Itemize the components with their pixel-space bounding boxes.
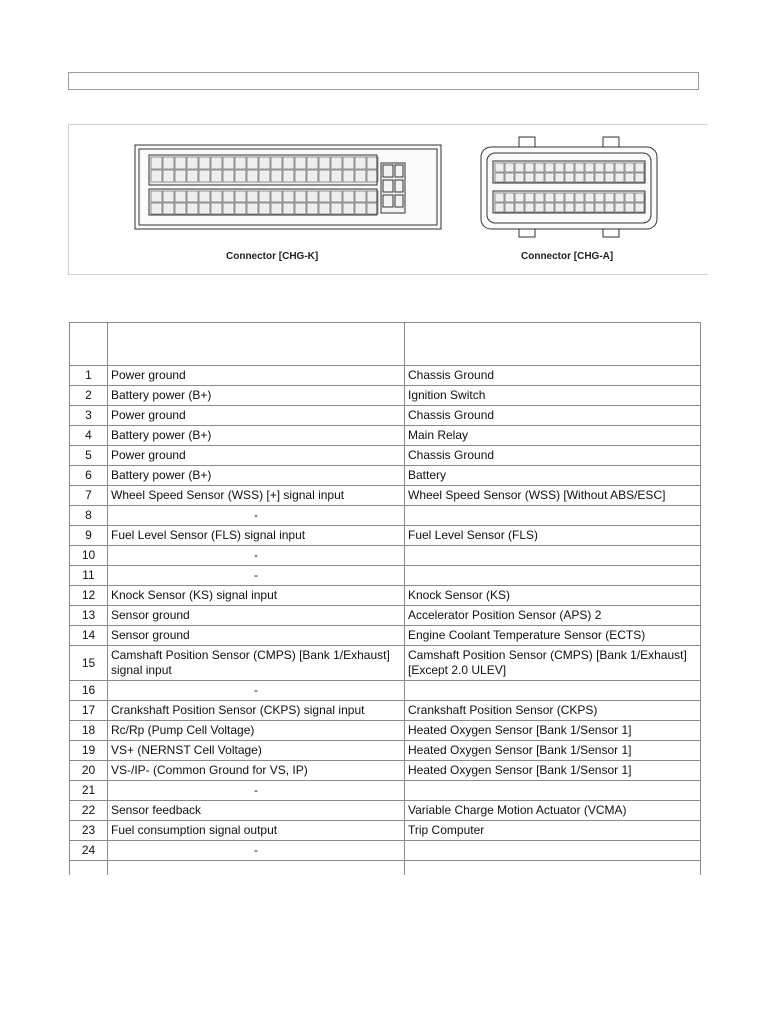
pin-description: -	[108, 566, 405, 586]
pin-description: -	[108, 681, 405, 701]
pin-number: 5	[70, 446, 108, 466]
pin-number: 20	[70, 761, 108, 781]
table-row	[70, 761, 701, 781]
pin-number: 8	[70, 506, 108, 526]
pin-number: 6	[70, 466, 108, 486]
pin-connected-to	[405, 681, 701, 701]
table-row	[70, 566, 701, 586]
pin-number: 23	[70, 821, 108, 841]
pin-number: 14	[70, 626, 108, 646]
table-row	[70, 466, 701, 486]
pin-number: 9	[70, 526, 108, 546]
pin-connected-to: Chassis Ground	[405, 406, 701, 426]
table-row	[70, 721, 701, 741]
connector-chg-a	[481, 137, 657, 237]
header-connected-to	[405, 323, 701, 366]
pin-number: 7	[70, 486, 108, 506]
pin-number: 12	[70, 586, 108, 606]
pin-description: Sensor ground	[108, 606, 405, 626]
pin-connected-to	[405, 861, 701, 875]
pin-connected-to: Camshaft Position Sensor (CMPS) [Bank 1/Exhaust] [Except 2.0 ULEV]	[405, 646, 701, 681]
pin-number: 24	[70, 841, 108, 861]
pin-description: VS-/IP- (Common Ground for VS, IP)	[108, 761, 405, 781]
table-row	[70, 386, 701, 406]
table-row	[70, 681, 701, 701]
pin-connected-to: Main Relay	[405, 426, 701, 446]
pin-description: VS+ (NERNST Cell Voltage)	[108, 741, 405, 761]
pin-number: 3	[70, 406, 108, 426]
pin-description: Crankshaft Position Sensor (CKPS) signal input	[108, 701, 405, 721]
pin-description: Power ground	[108, 406, 405, 426]
pin-connected-to: Knock Sensor (KS)	[405, 586, 701, 606]
pin-description: Power ground	[108, 366, 405, 386]
table-row	[70, 626, 701, 646]
table-row	[70, 861, 701, 875]
table-row	[70, 406, 701, 426]
table-header-row	[70, 323, 701, 366]
pin-description: Battery power (B+)	[108, 386, 405, 406]
pin-number: 10	[70, 546, 108, 566]
pin-connected-to: Chassis Ground	[405, 366, 701, 386]
pin-description: Sensor ground	[108, 626, 405, 646]
connector-chg-k	[135, 145, 441, 229]
table-row	[70, 546, 701, 566]
pin-description: Sensor feedback	[108, 801, 405, 821]
connector-figure	[68, 124, 708, 275]
pin-description: Fuel consumption signal output	[108, 821, 405, 841]
pin-connected-to: Variable Charge Motion Actuator (VCMA)	[405, 801, 701, 821]
pin-connected-to: Battery	[405, 466, 701, 486]
pin-number: 4	[70, 426, 108, 446]
pin-connected-to: Heated Oxygen Sensor [Bank 1/Sensor 1]	[405, 741, 701, 761]
pin-description: -	[108, 546, 405, 566]
pin-description: Power ground	[108, 446, 405, 466]
pin-connected-to: Wheel Speed Sensor (WSS) [Without ABS/ESC]	[405, 486, 701, 506]
pin-description: -	[108, 781, 405, 801]
pin-connected-to: Trip Computer	[405, 821, 701, 841]
pin-connected-to: Chassis Ground	[405, 446, 701, 466]
pin-connected-to	[405, 781, 701, 801]
header-pin	[70, 323, 108, 366]
pin-connected-to: Engine Coolant Temperature Sensor (ECTS)	[405, 626, 701, 646]
table-row	[70, 606, 701, 626]
pin-connected-to	[405, 841, 701, 861]
table-row	[70, 701, 701, 721]
pin-connected-to	[405, 546, 701, 566]
table-row	[70, 781, 701, 801]
table-row	[70, 486, 701, 506]
pin-number: 1	[70, 366, 108, 386]
pin-description: Battery power (B+)	[108, 426, 405, 446]
pin-description: -	[108, 841, 405, 861]
table-row	[70, 741, 701, 761]
pin-description: Camshaft Position Sensor (CMPS) [Bank 1/Exhaust] signal input	[108, 646, 405, 681]
pin-number: 17	[70, 701, 108, 721]
pin-connected-to	[405, 506, 701, 526]
pin-connected-to: Heated Oxygen Sensor [Bank 1/Sensor 1]	[405, 721, 701, 741]
pin-number: 15	[70, 646, 108, 681]
pin-connected-to: Heated Oxygen Sensor [Bank 1/Sensor 1]	[405, 761, 701, 781]
table-row	[70, 801, 701, 821]
table-row	[70, 366, 701, 386]
pin-table	[69, 322, 701, 875]
pin-connected-to: Fuel Level Sensor (FLS)	[405, 526, 701, 546]
pin-connected-to	[405, 566, 701, 586]
pin-number: 16	[70, 681, 108, 701]
pin-number: 19	[70, 741, 108, 761]
pin-number: 11	[70, 566, 108, 586]
table-row	[70, 586, 701, 606]
pin-number: 18	[70, 721, 108, 741]
table-row	[70, 526, 701, 546]
pin-description	[108, 861, 405, 875]
table-row	[70, 506, 701, 526]
pin-number: 22	[70, 801, 108, 821]
table-row	[70, 841, 701, 861]
header-description	[108, 323, 405, 366]
table-row	[70, 426, 701, 446]
pin-description: Rc/Rp (Pump Cell Voltage)	[108, 721, 405, 741]
pin-number: 2	[70, 386, 108, 406]
section-title-box	[68, 72, 699, 90]
pin-connected-to: Accelerator Position Sensor (APS) 2	[405, 606, 701, 626]
pin-description: -	[108, 506, 405, 526]
pin-number	[70, 861, 108, 875]
pin-description: Wheel Speed Sensor (WSS) [+] signal input	[108, 486, 405, 506]
pin-description: Knock Sensor (KS) signal input	[108, 586, 405, 606]
pin-description: Battery power (B+)	[108, 466, 405, 486]
pin-number: 21	[70, 781, 108, 801]
pin-connected-to: Crankshaft Position Sensor (CKPS)	[405, 701, 701, 721]
table-row	[70, 446, 701, 466]
pin-number: 13	[70, 606, 108, 626]
table-row	[70, 646, 701, 681]
connector-k-caption: Connector [CHG-K]	[226, 251, 319, 262]
pin-description: Fuel Level Sensor (FLS) signal input	[108, 526, 405, 546]
table-row	[70, 821, 701, 841]
connector-a-caption: Connector [CHG-A]	[521, 251, 614, 262]
pin-connected-to: Ignition Switch	[405, 386, 701, 406]
